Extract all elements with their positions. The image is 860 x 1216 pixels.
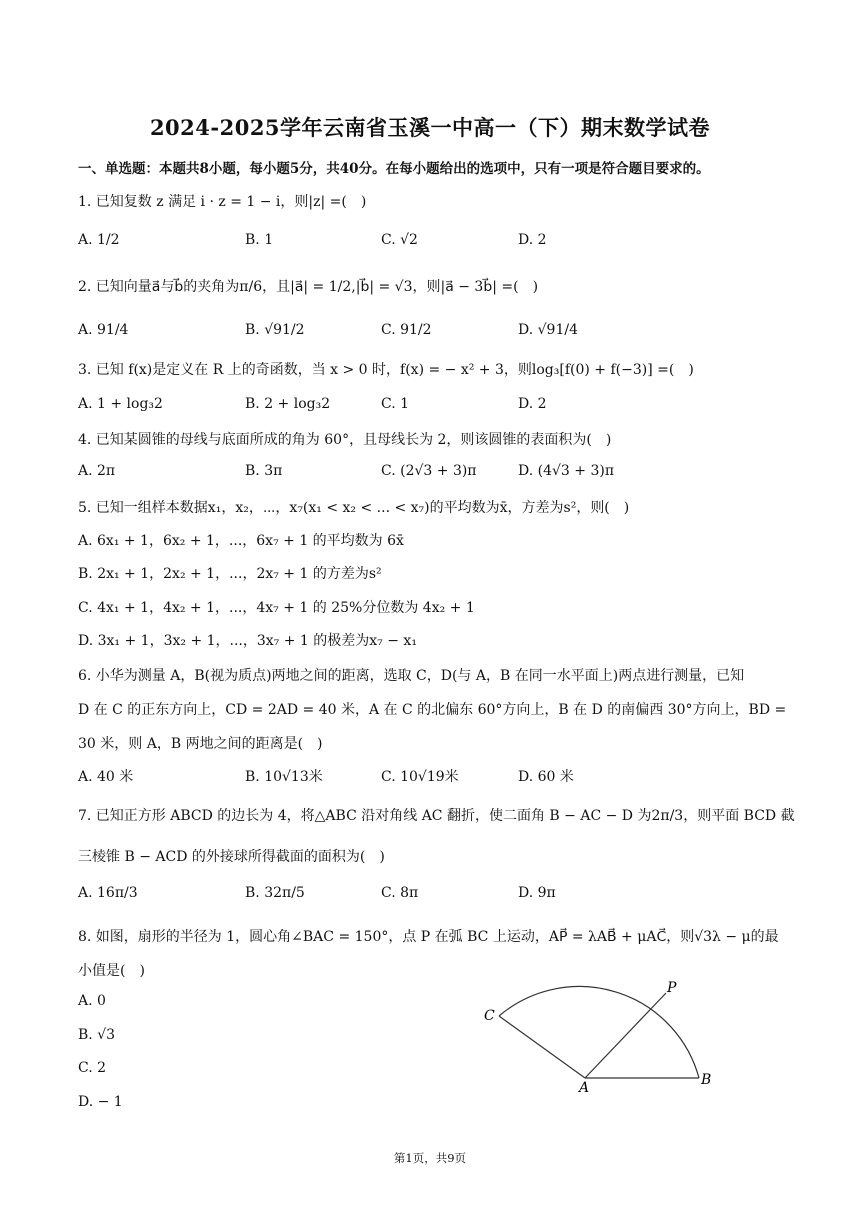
q8-option-a: A. 0 — [78, 993, 106, 1009]
q8-option-b: B. √3 — [78, 1027, 116, 1043]
label-p: P — [667, 980, 677, 996]
sector-figure — [470, 960, 730, 1100]
question-6-stem-line-1: 6. 小华为测量 A，B(视为质点)两地之间的距离，选取 C，D(与 A，B 在同一水平面上)两点进行测量，已知 — [78, 668, 745, 684]
q7-option-a: A. 16π/3 — [78, 885, 138, 901]
label-a: A — [579, 1080, 590, 1096]
q1-option-c: C. √2 — [381, 232, 418, 248]
question-4-stem: 4. 已知某圆锥的母线与底面所成的角为 60°，且母线长为 2，则该圆锥的表面积为( ) — [78, 432, 612, 448]
q5-option-b: B. 2x₁ + 1，2x₂ + 1，...，2x₇ + 1 的方差为s² — [78, 566, 382, 582]
question-7-stem-line-1: 7. 已知正方形 ABCD 的边长为 4，将△ABC 沿对角线 AC 翻折，使二面角 B − AC − D 为2π/3，则平面 BCD 截 — [78, 808, 795, 824]
q1-option-b: B. 1 — [245, 232, 274, 248]
arc-bc — [499, 986, 699, 1078]
q6-option-a: A. 40 米 — [78, 769, 134, 785]
page-footer: 第1页，共9页 — [393, 1151, 467, 1165]
q4-option-a: A. 2π — [78, 463, 116, 479]
q7-option-d: D. 9π — [518, 885, 556, 901]
q2-option-b: B. √91/2 — [245, 322, 305, 338]
q6-option-c: C. 10√19米 — [381, 769, 459, 785]
question-6-stem-line-3: 30 米，则 A，B 两地之间的距离是( ) — [78, 736, 323, 752]
q2-option-c: C. 91/2 — [381, 322, 432, 338]
q2-option-d: D. √91/4 — [518, 322, 578, 338]
question-3-stem: 3. 已知 f(x)是定义在 R 上的奇函数，当 x > 0 时，f(x) = − x² + 3，则log₃[f(0) + f(−3)] =( ) — [78, 362, 694, 378]
q3-option-d: D. 2 — [518, 396, 547, 412]
question-8-stem-line-1: 8. 如图，扇形的半径为 1，圆心角∠BAC = 150°，点 P 在弧 BC 上运动，AP⃗ = λAB⃗ + μAC⃗，则√3λ − μ的最 — [78, 929, 779, 945]
q3-option-c: C. 1 — [381, 396, 410, 412]
q4-option-c: C. (2√3 + 3)π — [381, 463, 477, 479]
segment-ac — [499, 1016, 585, 1078]
q3-option-a: A. 1 + log₃2 — [78, 396, 163, 412]
q8-option-d: D. − 1 — [78, 1094, 123, 1110]
q8-option-c: C. 2 — [78, 1060, 107, 1076]
q1-option-d: D. 2 — [518, 232, 547, 248]
q2-option-a: A. 91/4 — [78, 322, 129, 338]
question-7-stem-line-2: 三棱锥 B − ACD 的外接球所得截面的面积为( ) — [78, 849, 385, 865]
label-b: B — [701, 1072, 712, 1088]
question-2-stem: 2. 已知向量a⃗与b⃗的夹角为π/6，且|a⃗| = 1/2,|b⃗| = √3，则|a⃗ − 3b⃗| =( ) — [78, 279, 539, 295]
question-1-stem: 1. 已知复数 z 满足 i · z = 1 − i，则|z| =( ) — [78, 194, 367, 210]
q6-option-b: B. 10√13米 — [245, 769, 323, 785]
question-5-stem: 5. 已知一组样本数据x₁，x₂，⋯，x₇(x₁ < x₂ < ... < x₇)的平均数为x̄，方差为s²，则( ) — [78, 500, 630, 516]
q5-option-c: C. 4x₁ + 1，4x₂ + 1，...，4x₇ + 1 的 25%分位数为 4x₂ + 1 — [78, 600, 475, 616]
q7-option-c: C. 8π — [381, 885, 419, 901]
q3-option-b: B. 2 + log₃2 — [245, 396, 331, 412]
segment-ap — [585, 993, 666, 1078]
q6-option-d: D. 60 米 — [518, 769, 574, 785]
q4-option-b: B. 3π — [245, 463, 283, 479]
question-6-stem-line-2: D 在 C 的正东方向上，CD = 2AD = 40 米，A 在 C 的北偏东 60°方向上，B 在 D 的南偏西 30°方向上，BD = — [78, 702, 787, 718]
section-heading: 一、单选题：本题共8小题，每小题5分，共40分。在每小题给出的选项中，只有一项是符合题目要求的。 — [78, 161, 710, 177]
q7-option-b: B. 32π/5 — [245, 885, 305, 901]
q5-option-a: A. 6x₁ + 1，6x₂ + 1，...，6x₇ + 1 的平均数为 6x̄ — [78, 533, 404, 549]
label-c: C — [484, 1008, 495, 1024]
exam-title: 2024-2025学年云南省玉溪一中高一（下）期末数学试卷 — [149, 115, 711, 140]
q5-option-d: D. 3x₁ + 1，3x₂ + 1，...，3x₇ + 1 的极差为x₇ − x₁ — [78, 633, 417, 649]
q1-option-a: A. 1/2 — [78, 232, 120, 248]
q4-option-d: D. (4√3 + 3)π — [518, 463, 615, 479]
question-8-stem-line-2: 小值是( ) — [78, 963, 145, 979]
